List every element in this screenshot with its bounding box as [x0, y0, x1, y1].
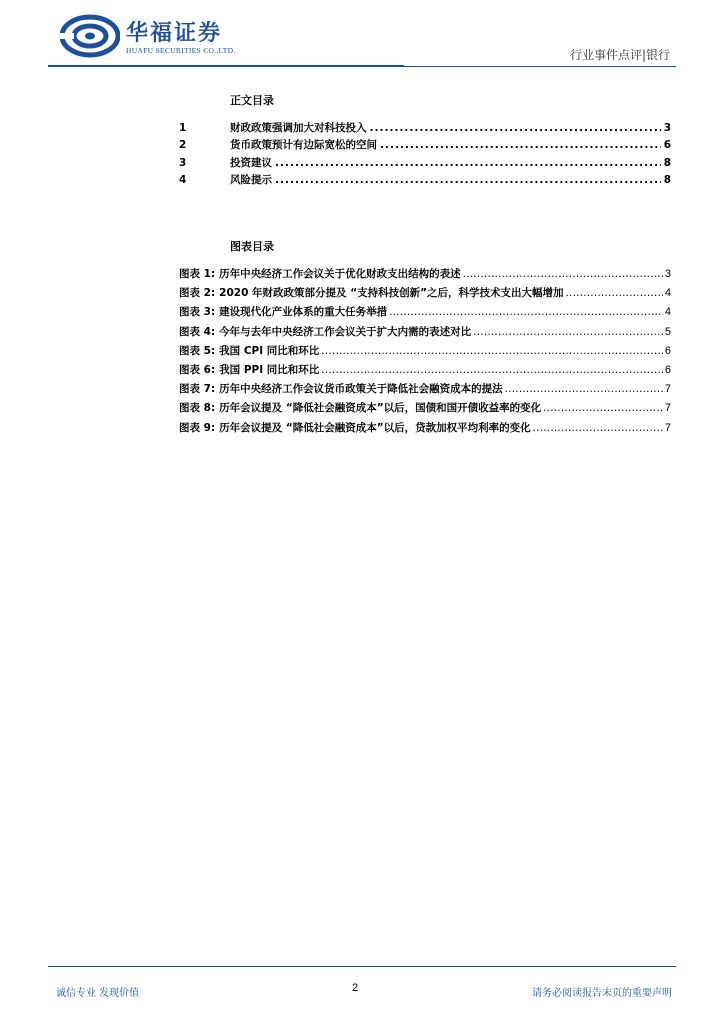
- toc-item-number: 4: [179, 173, 187, 186]
- footer-slogan: 诚信专业 发现价值: [56, 988, 140, 999]
- huafu-logo-icon: [60, 14, 120, 58]
- figure-item-page: 7: [664, 383, 671, 396]
- figure-item-page: 4: [664, 287, 671, 300]
- toc-item-page: 3: [663, 122, 671, 134]
- toc-item[interactable]: [179, 120, 671, 137]
- figure-item-title: 历年中央经济工作会议货币政策关于降低社会融资成本的提法: [219, 383, 503, 396]
- page-number: 2: [352, 982, 359, 994]
- toc-item-page: 8: [663, 173, 671, 186]
- toc-item[interactable]: [179, 137, 671, 154]
- figure-dot-leader: [533, 422, 663, 434]
- figure-dot-leader: [505, 383, 663, 395]
- toc-dot-leader: [370, 122, 661, 134]
- figure-item-label: 图表 3:: [179, 306, 216, 319]
- figure-item[interactable]: [179, 324, 671, 343]
- figure-item-label: 图表 1:: [179, 268, 216, 280]
- figure-item[interactable]: [179, 420, 671, 439]
- figure-item-title: 历年会议提及 “降低社会融资成本”以后，国债和国开债收益率的变化: [219, 402, 542, 415]
- figure-item-title: 历年会议提及 “降低社会融资成本”以后，贷款加权平均利率的变化: [219, 421, 531, 434]
- logo-chinese-name: 华福证券: [126, 21, 223, 46]
- toc-item-title: 货币政策预计有边际宽松的空间: [230, 139, 377, 152]
- header-divider-accent: [48, 65, 404, 67]
- toc-dot-leader: [275, 174, 661, 186]
- figure-dot-leader: [473, 326, 663, 338]
- figure-item[interactable]: [179, 304, 671, 323]
- figure-item-label: 图表 2:: [179, 287, 216, 300]
- toc-item[interactable]: [179, 155, 671, 172]
- figure-item-label: 图表 9:: [179, 421, 216, 434]
- figure-item-label: 图表 6:: [179, 363, 216, 376]
- company-logo: [60, 14, 260, 60]
- figure-item-page: 4: [664, 306, 671, 319]
- figure-item-page: 7: [664, 421, 671, 434]
- figure-dot-leader: [566, 287, 663, 299]
- figure-item-page: 6: [664, 363, 671, 376]
- figure-item[interactable]: [179, 266, 671, 285]
- figure-dot-leader: [463, 268, 663, 280]
- figure-item-title: 2020 年财政政策部分提及 “支持科技创新”之后，科学技术支出大幅增加: [219, 287, 564, 300]
- footer-divider: [48, 966, 676, 967]
- toc-item-title: 投资建议: [230, 156, 272, 169]
- toc-dot-leader: [380, 139, 661, 151]
- logo-english-name: HUAFU SECURITIES CO.,LTD.: [126, 46, 236, 55]
- toc-list: [179, 120, 671, 189]
- figure-item-title: 历年中央经济工作会议关于优化财政支出结构的表述: [219, 268, 461, 280]
- toc-item-number: 3: [179, 156, 187, 169]
- toc-title: 正文目录: [230, 94, 274, 107]
- figure-dot-leader: [389, 306, 663, 318]
- report-type: 行业事件点评|银行: [569, 48, 670, 62]
- figure-item-title: 今年与去年中央经济工作会议关于扩大内需的表述对比: [219, 325, 472, 338]
- figure-item-label: 图表 5:: [179, 344, 216, 357]
- toc-item[interactable]: [179, 172, 671, 189]
- figure-item-title: 我国 PPI 同比和环比: [219, 363, 320, 376]
- figure-item-label: 图表 4:: [179, 325, 216, 338]
- toc-item-number: 1: [179, 122, 187, 134]
- figure-dot-leader: [543, 402, 663, 414]
- toc-dot-leader: [275, 157, 661, 169]
- figure-item-title: 我国 CPI 同比和环比: [219, 344, 320, 357]
- figure-item[interactable]: [179, 362, 671, 381]
- figure-dot-leader: [321, 364, 663, 376]
- toc-item-number: 2: [179, 139, 187, 152]
- toc-item-page: 6: [663, 139, 671, 152]
- figure-dot-leader: [321, 345, 663, 357]
- figure-item-label: 图表 8:: [179, 402, 216, 415]
- figure-item[interactable]: [179, 285, 671, 304]
- figure-item[interactable]: [179, 343, 671, 362]
- figure-item-page: 3: [664, 268, 671, 280]
- toc-item-page: 8: [663, 156, 671, 169]
- figure-item-page: 7: [664, 402, 671, 415]
- figure-item-page: 5: [664, 325, 671, 338]
- figure-item[interactable]: [179, 381, 671, 400]
- figure-item-title: 建设现代化产业体系的重大任务举措: [219, 306, 388, 319]
- toc-item-title: 风险提示: [230, 173, 272, 186]
- figure-item[interactable]: [179, 400, 671, 419]
- figures-title: 图表目录: [230, 240, 274, 253]
- toc-item-title: 财政政策强调加大对科技投入: [230, 122, 367, 134]
- figure-list: [179, 266, 671, 439]
- figure-item-label: 图表 7:: [179, 383, 216, 396]
- footer-disclaimer: 请务必阅读报告末页的重要声明: [532, 988, 672, 999]
- figure-item-page: 6: [664, 344, 671, 357]
